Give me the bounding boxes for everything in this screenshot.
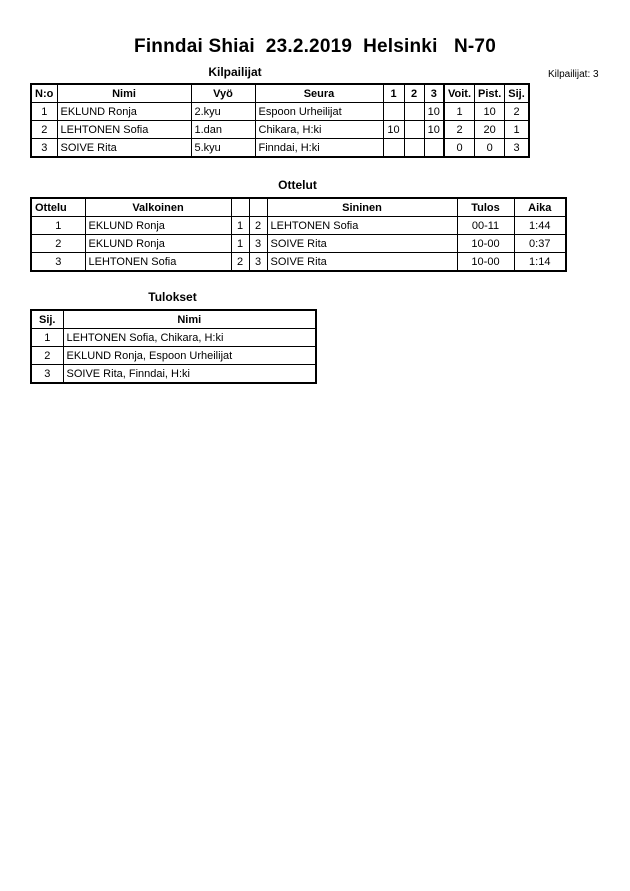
cell-white-no: 1 <box>231 235 249 253</box>
cell-time: 1:44 <box>514 217 566 235</box>
table-row <box>31 365 316 384</box>
cell-result: 00-11 <box>457 217 514 235</box>
table-row <box>31 121 529 139</box>
col-header-no: N:o <box>31 84 57 103</box>
cell-match-no: 1 <box>31 217 85 235</box>
cell-seura: Finndai, H:ki <box>255 139 383 158</box>
cell-match-no: 3 <box>31 253 85 272</box>
cell-score-2 <box>404 103 424 121</box>
matches-table <box>30 197 567 272</box>
col-header-seura: Seura <box>255 84 383 103</box>
col-header-match1: 1 <box>383 84 404 103</box>
cell-match-no: 2 <box>31 235 85 253</box>
cell-pist: 10 <box>475 103 505 121</box>
competitors-count: Kilpailijat: 3 <box>548 69 599 80</box>
table-header-row <box>31 198 566 217</box>
col-header-aika: Aika <box>514 198 566 217</box>
table-row <box>31 253 566 272</box>
cell-result: 10-00 <box>457 253 514 272</box>
cell-score-1 <box>383 103 404 121</box>
cell-seura: Chikara, H:ki <box>255 121 383 139</box>
col-header-sij: Sij. <box>31 310 63 329</box>
cell-white-name: LEHTONEN Sofia <box>85 253 231 272</box>
cell-time: 1:14 <box>514 253 566 272</box>
col-header-vyo: Vyö <box>191 84 255 103</box>
table-row <box>31 235 566 253</box>
competitors-table <box>30 83 530 158</box>
cell-no: 2 <box>31 121 57 139</box>
cell-vyo: 5.kyu <box>191 139 255 158</box>
cell-result: 10-00 <box>457 235 514 253</box>
section-title-ottelut: Ottelut <box>278 178 317 192</box>
col-header-nimi: Nimi <box>63 310 316 329</box>
table-row <box>31 103 529 121</box>
cell-name: LEHTONEN Sofia, Chikara, H:ki <box>63 329 316 347</box>
table-header-row <box>31 310 316 329</box>
cell-score-1: 10 <box>383 121 404 139</box>
cell-blue-no: 2 <box>249 217 267 235</box>
table-row <box>31 347 316 365</box>
table-row <box>31 217 566 235</box>
cell-score-2 <box>404 139 424 158</box>
col-header-white-no <box>231 198 249 217</box>
cell-place: 2 <box>31 347 63 365</box>
cell-vyo: 1.dan <box>191 121 255 139</box>
cell-pist: 20 <box>475 121 505 139</box>
cell-blue-name: LEHTONEN Sofia <box>267 217 457 235</box>
cell-no: 3 <box>31 139 57 158</box>
cell-voit: 0 <box>444 139 475 158</box>
cell-score-2 <box>404 121 424 139</box>
cell-place: 1 <box>31 329 63 347</box>
section-title-tulokset: Tulokset <box>148 290 197 304</box>
col-header-sininen: Sininen <box>267 198 457 217</box>
col-header-blue-no <box>249 198 267 217</box>
cell-score-3 <box>424 139 444 158</box>
table-row <box>31 329 316 347</box>
cell-pist: 0 <box>475 139 505 158</box>
cell-score-3: 10 <box>424 103 444 121</box>
col-header-tulos: Tulos <box>457 198 514 217</box>
col-header-valkoinen: Valkoinen <box>85 198 231 217</box>
cell-vyo: 2.kyu <box>191 103 255 121</box>
cell-white-no: 2 <box>231 253 249 272</box>
cell-voit: 1 <box>444 103 475 121</box>
cell-nimi: LEHTONEN Sofia <box>57 121 191 139</box>
col-header-pist: Pist. <box>475 84 505 103</box>
cell-no: 1 <box>31 103 57 121</box>
cell-blue-no: 3 <box>249 253 267 272</box>
cell-score-1 <box>383 139 404 158</box>
cell-sij: 3 <box>505 139 529 158</box>
cell-nimi: SOIVE Rita <box>57 139 191 158</box>
col-header-ottelu: Ottelu <box>31 198 85 217</box>
cell-blue-no: 3 <box>249 235 267 253</box>
cell-white-name: EKLUND Ronja <box>85 217 231 235</box>
page-title: Finndai Shiai 23.2.2019 Helsinki N-70 <box>134 36 496 57</box>
section-title-kilpailijat: Kilpailijat <box>208 65 262 79</box>
cell-white-no: 1 <box>231 217 249 235</box>
cell-time: 0:37 <box>514 235 566 253</box>
results-table <box>30 309 317 384</box>
col-header-match3: 3 <box>424 84 444 103</box>
cell-nimi: EKLUND Ronja <box>57 103 191 121</box>
cell-blue-name: SOIVE Rita <box>267 253 457 272</box>
cell-sij: 1 <box>505 121 529 139</box>
cell-name: SOIVE Rita, Finndai, H:ki <box>63 365 316 384</box>
col-header-match2: 2 <box>404 84 424 103</box>
col-header-nimi: Nimi <box>57 84 191 103</box>
cell-seura: Espoon Urheilijat <box>255 103 383 121</box>
cell-voit: 2 <box>444 121 475 139</box>
col-header-voit: Voit. <box>444 84 475 103</box>
cell-score-3: 10 <box>424 121 444 139</box>
cell-name: EKLUND Ronja, Espoon Urheilijat <box>63 347 316 365</box>
table-row <box>31 139 529 158</box>
col-header-sij: Sij. <box>505 84 529 103</box>
table-header-row <box>31 84 529 103</box>
cell-blue-name: SOIVE Rita <box>267 235 457 253</box>
cell-white-name: EKLUND Ronja <box>85 235 231 253</box>
cell-place: 3 <box>31 365 63 384</box>
cell-sij: 2 <box>505 103 529 121</box>
